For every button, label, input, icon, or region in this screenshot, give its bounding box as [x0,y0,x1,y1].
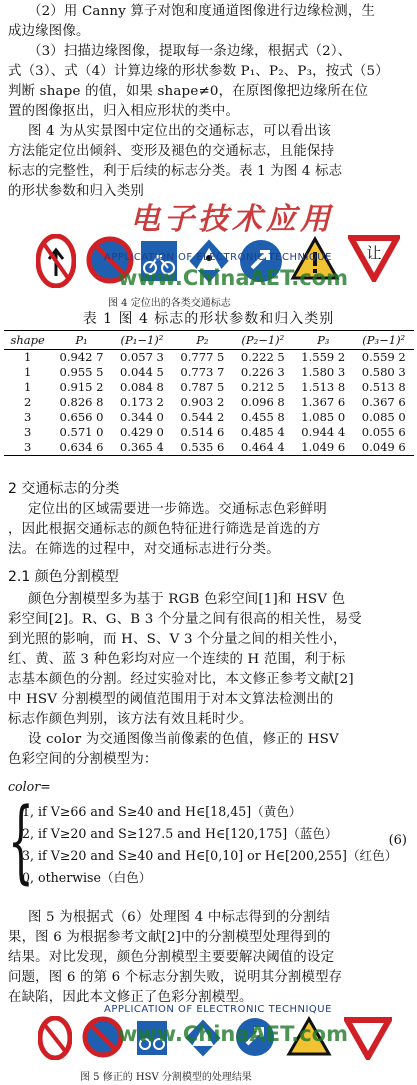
text-line: 红、黄、蓝 3 种色彩均对应一个连续的 H 范围，利于标 [8,652,346,667]
text-line: 结果。对比发现，颜色分割模型主要要解决阈值的设定 [8,950,335,965]
table-cell: 0.513 8 [361,380,406,394]
yield-sign-text: 让 [366,244,382,262]
table-cell: 1.049 6 [293,440,353,456]
text-line: 方法能定位出倾斜、变形及褪色的交通标志，且能保持 [8,144,335,159]
text-line: 彩空间[2]。R、G、B 3 个分量之间有很高的相关性，易受 [8,612,362,627]
text-line: （2）用 Canny 算子对饱和度通道图像进行边缘检测，生 [28,4,376,19]
table-cell: 0.464 4 [233,440,293,456]
table-cell: 1.367 6 [301,395,346,409]
table-cell: 0.787 5 [180,380,225,394]
text-line: 的形状参数和归入类别 [8,184,144,199]
intro-paragraph [8,2,409,202]
equation-case: 2, if V≥20 and S≥127.5 and H∈[120,175]（蓝色） [22,826,338,841]
table-row [4,410,414,425]
table-cell: 0.559 2 [361,350,406,364]
text-line: 置的图像抠出，归入相应形状的类中。 [8,104,240,119]
table-row [4,395,414,410]
table-cell: 0.212 5 [240,380,285,394]
table-cell: 0.429 0 [119,425,164,439]
table-1 [4,330,414,456]
table-header-cell: P₃ [293,331,353,350]
table-cell: 1.513 8 [301,380,346,394]
table-row [4,425,414,440]
table-cell: 0.049 6 [353,440,414,456]
table-cell: 1.085 0 [301,410,346,424]
table-cell: 0.365 4 [112,440,172,456]
text-line: 到光照的影响，而 H、S、V 3 个分量之间的相关性小， [8,632,347,647]
post-formula-paragraph [8,908,409,1008]
table-cell: 3 [23,425,32,439]
table-cell: 0.955 5 [59,365,104,379]
text-line: 定位出的区域需要进一步筛选。交通标志色彩鲜明 [28,502,327,517]
table-cell: 3 [4,440,51,456]
text-line: 法。在筛选的过程中，对交通标志进行分类。 [8,542,280,557]
table-cell: 0.057 3 [119,350,164,364]
table-cell: 1.559 2 [301,350,346,364]
section-2-1-paragraph [8,590,409,770]
table-row [4,350,414,366]
table-cell: 0.344 0 [119,410,164,424]
table-cell: 2 [23,395,32,409]
table-cell: 0.915 2 [59,380,104,394]
table-cell: 0.942 7 [59,350,104,364]
equation-case: 0, otherwise（白色） [22,870,152,885]
section-2-heading: 2 交通标志的分类 [8,481,120,497]
table-cell: 0.085 0 [361,410,406,424]
table-cell: 0.826 8 [59,395,104,409]
table-row [4,380,414,395]
watermark-url: www.ChinaAET.com [118,1022,348,1046]
text-line: 果，图 6 为根据参考文献[2]中的分割模型处理得到的 [8,930,331,945]
text-line: 图 5 为根据式（6）处理图 4 中标志得到的分割结 [28,910,331,925]
segmented-sign-1-icon [38,1016,72,1060]
table-cell: 0.173 2 [119,395,164,409]
section-2-1-heading: 2.1 颜色分割模型 [8,569,119,585]
text-line: 判断 shape 的值，如果 shape≠0，在原图像把边缘所在位 [8,84,369,99]
table-cell: 0.571 0 [59,425,104,439]
table-cell: 0.226 3 [240,365,285,379]
table-1-title: 表 1 图 4 标志的形状参数和归入类别 [82,311,335,327]
text-line: 在缺陷，因此本文修正了色彩分割模型。 [8,990,253,1005]
text-line: 问题，图 6 的第 6 个标志分割失败，说明其分割模型存 [8,970,343,985]
table-cell: 3 [23,410,32,424]
table-cell: 0.096 8 [240,395,285,409]
table-cell: 1 [23,365,32,379]
table-header-cell: (P₃−1)² [353,331,414,350]
section-2-paragraph [8,500,409,560]
text-line: 标志的完整性，利于后续的标志分类。表 1 为图 4 标志 [8,164,343,179]
no-entry-sign-icon [36,234,76,288]
table-cell: 0.455 8 [240,410,285,424]
equation-6 [8,779,409,895]
watermark-en: APPLICATION OF ELECTRONIC TECHNIQUE [104,1004,332,1015]
table-cell: 0.044 5 [119,365,164,379]
text-line: ，因此根据交通标志的颜色特征进行筛选是首选的方 [8,522,321,537]
table-cell: 0.544 2 [180,410,225,424]
table-cell: 1 [23,380,32,394]
equation-case: 1, if V≥66 and S≥40 and H∈[18,45]（黄色） [22,804,302,819]
text-line: 成边缘图像。 [8,24,90,39]
watermark-cn: 电子技术应用 [130,202,334,237]
text-line: 颜色分割模型多为基于 RGB 色彩空间[1]和 HSV 色 [28,592,346,607]
table-cell: 0.944 4 [301,425,346,439]
equation-case: 3, if V≥20 and S≥40 and H∈[0,10] or H∈[200,255]（红色） [22,848,398,863]
figure-5 [0,1004,417,1064]
table-cell: 1.580 3 [301,365,346,379]
text-line: 色彩空间的分割模型为： [8,752,158,767]
table-cell: 1 [23,350,32,364]
table-header-cell: P₂ [172,331,232,350]
table-header-cell: P₁ [51,331,111,350]
text-line: 标志作颜色判别，该方法有效且耗时少。 [8,712,253,727]
table-header-row [4,331,414,350]
table-cell: 0.656 0 [59,410,104,424]
table-cell: 0.580 3 [361,365,406,379]
equation-lhs: color= [8,779,51,794]
figure-5-caption: 图 5 修正的 HSV 分割模型的处理结果 [80,1072,252,1083]
table-header-cell: shape [4,331,51,350]
watermark-en: APPLICATION OF ELECTRONIC TECHNIQUE [104,252,332,263]
figure-4-caption: 图 4 定位出的各类交通标志 [108,298,231,309]
table-cell: 0.084 8 [119,380,164,394]
table-row [4,440,414,456]
table-cell: 0.514 6 [180,425,225,439]
text-line: （3）扫描边缘图像，提取每一条边缘，根据式（2）、 [28,44,352,59]
table-cell: 0.485 4 [240,425,285,439]
watermark-url: www.ChinaAET.com [118,266,348,290]
text-line: 设 color 为交通图像当前像素的色值，修正的 HSV [28,732,339,747]
text-line: 图 4 为从实景图中定位出的交通标志，可以看出该 [28,124,332,139]
table-cell: 0.773 7 [180,365,225,379]
yield-sign-icon [348,234,400,282]
table-cell: 0.367 6 [361,395,406,409]
table-cell: 0.634 6 [51,440,111,456]
equation-brace: { [8,789,34,894]
equation-number: (6) [388,833,407,848]
table-cell: 0.903 2 [180,395,225,409]
table-cell: 0.222 5 [240,350,285,364]
text-line: 中 HSV 分割模型的阈值范围用于对本文算法检测出的 [8,692,334,707]
table-header-cell: (P₁−1)² [112,331,172,350]
segmented-sign-7-icon [344,1016,392,1060]
table-cell: 0.777 5 [180,350,225,364]
table-row [4,365,414,380]
table-cell: 0.055 6 [361,425,406,439]
table-cell: 0.535 6 [172,440,232,456]
table-header-cell: (P₂−1)² [233,331,293,350]
text-line: 志基本颜色的分割。经过实验对比，本文修正参考文献[2] [8,672,354,687]
text-line: 式（3）、式（4）计算边缘的形状参数 P₁、P₂、P₃，按式（5） [8,64,389,79]
